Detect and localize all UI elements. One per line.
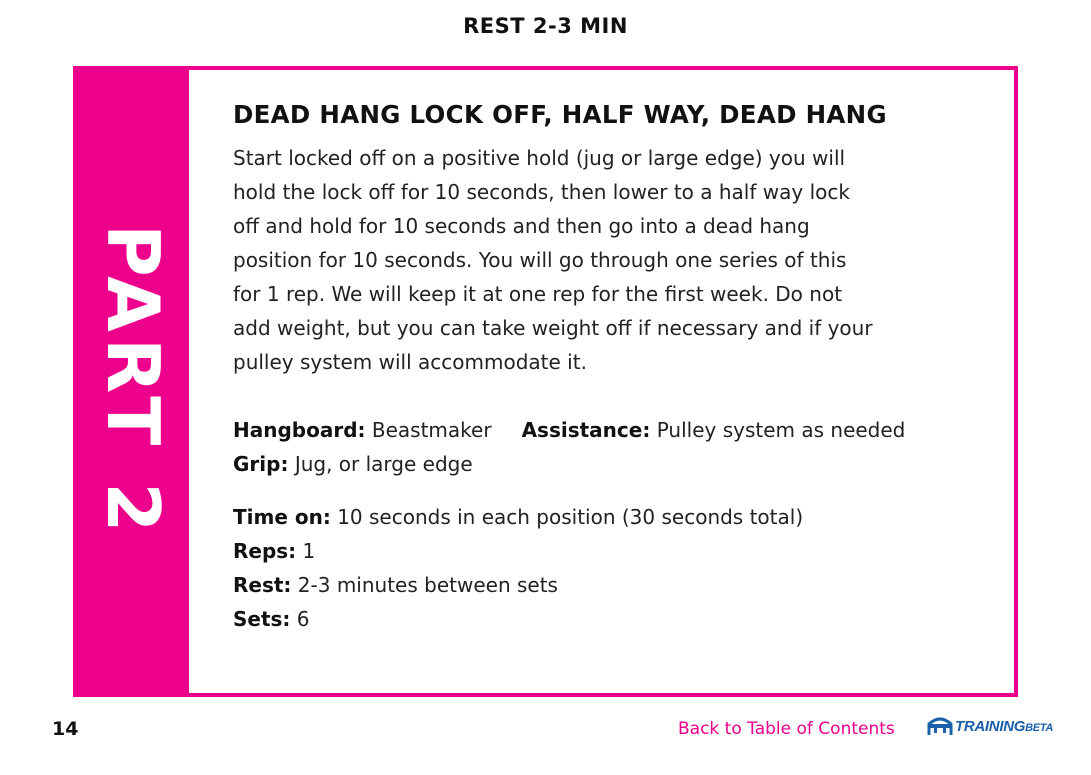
- assistance-value: Pulley system as needed: [656, 418, 906, 442]
- grip-field: [233, 447, 1003, 481]
- assistance-field: [522, 413, 906, 447]
- hangboard-value: Beastmaker: [371, 418, 492, 442]
- assistance-label: Assistance:: [521, 418, 651, 442]
- time-on-label: Time on:: [233, 505, 331, 529]
- sets-value: 6: [296, 607, 310, 631]
- rest-field: [233, 568, 1003, 602]
- exercise-content: [233, 100, 1003, 636]
- equipment-row: [233, 413, 1003, 447]
- time-on-value: 10 seconds in each position (30 seconds total): [337, 505, 804, 529]
- part-side-tab: [77, 70, 189, 693]
- rest-label: Rest:: [233, 573, 292, 597]
- table-of-contents-link[interactable]: Back to Table of Contents: [678, 719, 895, 739]
- trainingbeta-logo[interactable]: [927, 715, 1053, 737]
- exercise-card: [73, 66, 1018, 697]
- rest-value: 2-3 minutes between sets: [297, 573, 558, 597]
- trainingbeta-logo-icon: [927, 715, 953, 737]
- reps-value: 1: [302, 539, 316, 563]
- grip-label: Grip:: [233, 452, 289, 476]
- workout-params: [233, 500, 1003, 636]
- hangboard-field: [233, 413, 492, 447]
- logo-sub-text: BETA: [1025, 721, 1054, 734]
- part-label: PART 2: [91, 224, 175, 539]
- exercise-description: Start locked off on a positive hold (jug or large edge) you will hold the lock off for 10 seconds, then lower to a half way lock off and hold for 10 seconds and then go into a dead hang position for 10 seconds. You will go through one series of this for 1 rep. We will keep it at one rep for the first week. Do not add weight, but you can take weight off if necessary and if your pulley system will accommodate it.: [233, 146, 873, 374]
- hangboard-label: Hangboard:: [233, 418, 366, 442]
- sets-label: Sets:: [233, 607, 291, 631]
- sets-field: [233, 602, 1003, 636]
- reps-field: [233, 534, 1003, 568]
- logo-wordmark: [955, 718, 1053, 735]
- time-on-field: [233, 500, 1003, 534]
- rest-heading: REST 2-3 MIN: [463, 14, 628, 38]
- logo-main-text: TRAINING: [955, 717, 1026, 735]
- page-number: 14: [52, 718, 79, 740]
- exercise-title: DEAD HANG LOCK OFF, HALF WAY, DEAD HANG: [233, 100, 887, 129]
- reps-label: Reps:: [233, 539, 297, 563]
- grip-value: Jug, or large edge: [294, 452, 473, 476]
